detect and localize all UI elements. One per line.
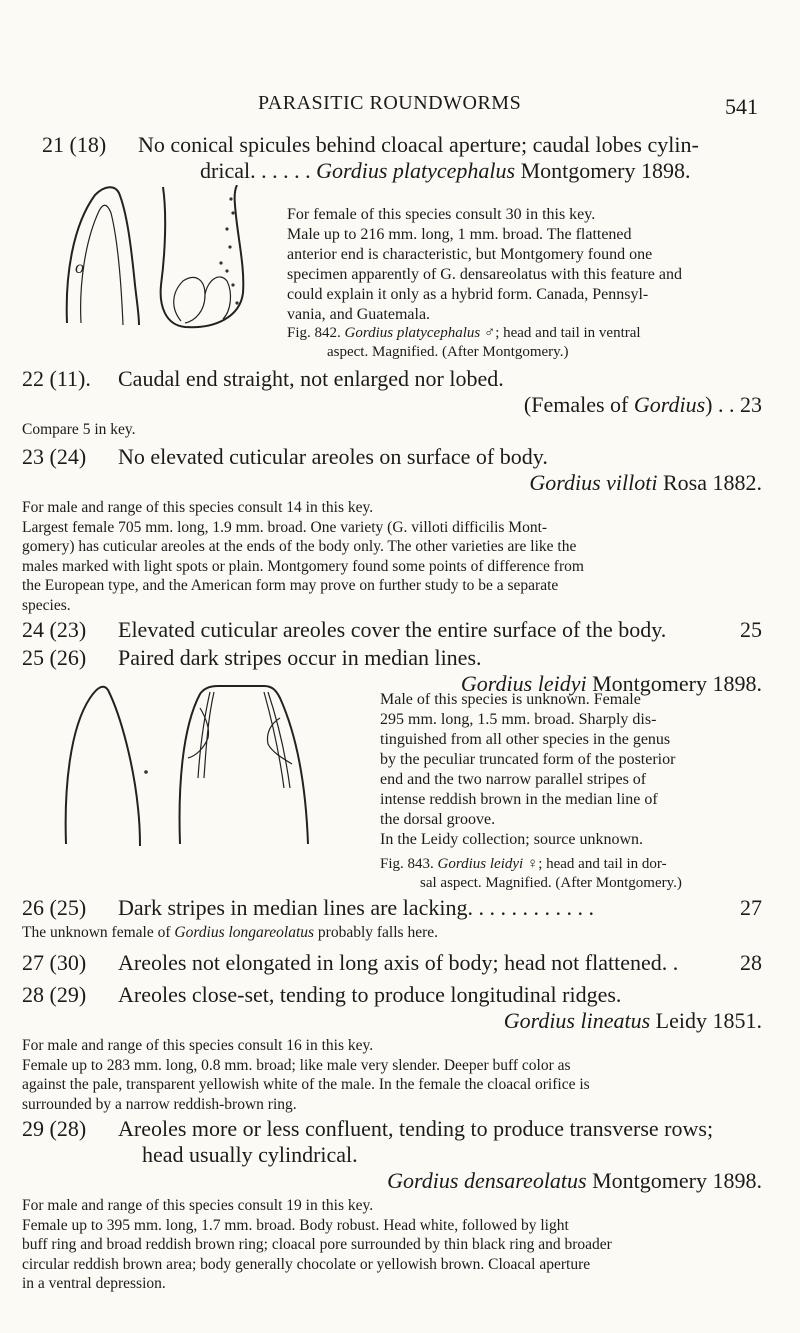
couplet-text-line2: head usually cylindrical.	[142, 1142, 358, 1167]
key-couplet-29	[22, 1116, 762, 1194]
note-line: circular reddish brown area; body generally chocolate or yellowish brown. Cloacal aperture	[22, 1255, 591, 1273]
couplet-number: 26 (25)	[22, 895, 87, 920]
couplet-text: Areoles not elongated in long axis of body; head not flattened. .	[118, 950, 679, 975]
couplet-text: Elevated cuticular areoles cover the entire surface of the body.	[118, 617, 667, 642]
couplet-number: 25 (26)	[22, 645, 87, 670]
key-couplet-27	[22, 950, 762, 976]
female-symbol: ♀	[526, 856, 539, 872]
couplet-text-line2	[42, 158, 762, 184]
key-couplet-24	[22, 617, 762, 643]
genus-name: Gordius	[633, 392, 706, 417]
species-name: Gordius longareolatus	[174, 924, 315, 941]
couplet-text: Dark stripes in median lines are lacking. . . . . . . . . . . .	[118, 895, 594, 920]
authority: Montgomery 1898.	[586, 1168, 762, 1193]
lead-number: 27	[740, 895, 762, 920]
caption-label: Fig. 842.	[287, 325, 341, 341]
couplet-23-note	[22, 498, 762, 615]
figure-842-illustration	[55, 185, 265, 330]
couplet-29-note	[22, 1196, 762, 1294]
text-line: Male up to 216 mm. long, 1 mm. broad. The flattened	[287, 226, 632, 243]
lead-text: (Females of	[523, 392, 634, 417]
figure-letter: o	[75, 257, 84, 277]
tail-inner	[188, 708, 292, 764]
authority: Rosa 1882.	[657, 470, 762, 495]
lead-number: 25	[740, 617, 762, 642]
note-text: probably falls here.	[314, 924, 438, 941]
note-line: against the pale, transparent yellowish white of the male. In the female the cloacal orifice is	[22, 1076, 590, 1093]
text-line: In the Leidy collection; source unknown.	[380, 831, 644, 848]
caption-text-line2: sal aspect. Magnified. (After Montgomery.)	[420, 875, 682, 891]
couplet-number: 21 (18)	[42, 132, 107, 157]
text-line: 295 mm. long, 1.5 mm. broad. Sharply dis-	[380, 711, 657, 728]
species-name: Gordius densareolatus	[387, 1168, 587, 1193]
note-line: males marked with light spots or plain. Montgomery found some points of difference from	[22, 557, 584, 575]
lead-number: 28	[740, 950, 762, 975]
note-line: Largest female 705 mm. long, 1.9 mm. broad. One variety (G. villoti difficilis Mont-	[22, 518, 548, 536]
couplet-number: 28 (29)	[22, 982, 87, 1007]
note-text: The unknown female of	[22, 924, 175, 941]
figure-843-text	[380, 690, 762, 850]
key-couplet-21	[42, 132, 762, 184]
key-couplet-23	[22, 444, 762, 496]
male-symbol: ♂	[483, 325, 496, 341]
text-line: intense reddish brown in the median line of	[380, 791, 658, 808]
species-line	[22, 470, 762, 496]
authority: Leidy 1851.	[650, 1008, 762, 1033]
key-couplet-22	[22, 366, 762, 418]
couplet-number: 23 (24)	[22, 444, 87, 469]
note-line: species.	[22, 596, 71, 614]
leader-dots: drical. . . . . .	[200, 158, 317, 183]
note-line: buff ring and broad reddish brown ring; cloacal pore surrounded by thin black ring and broader	[22, 1236, 612, 1253]
couplet-text: No conical spicules behind cloacal aperture; caudal lobes cylin-	[138, 132, 699, 157]
lead-number: ) . . 23	[705, 392, 762, 417]
species-name: Gordius lineatus	[503, 1008, 651, 1033]
couplet-number: 22 (11).	[22, 366, 91, 391]
note-line: surrounded by a narrow reddish-brown ring.	[22, 1095, 297, 1113]
caption-label: Fig. 843.	[380, 856, 434, 872]
note-line: the European type, and the American form may prove on further study to be a separate	[22, 577, 559, 594]
text-line: vania, and Guatemala.	[287, 306, 431, 323]
key-couplet-26	[22, 895, 762, 921]
note-line: in a ventral depression.	[22, 1275, 166, 1292]
text-line: could explain it only as a hybrid form. Canada, Pennsyl-	[287, 286, 649, 303]
note-line: For male and range of this species consult 14 in this key.	[22, 499, 374, 516]
couplet-26-note	[22, 923, 762, 943]
couplet-number: 27 (30)	[22, 950, 87, 975]
caption-text: ; head and tail in ventral	[495, 325, 641, 341]
couplet-number: 29 (28)	[22, 1116, 87, 1141]
tail-lobes	[174, 277, 231, 323]
figure-843-illustration	[60, 678, 360, 846]
text-line: For female of this species consult 30 in this key.	[287, 206, 596, 223]
caption-species: Gordius leidyi	[437, 856, 524, 872]
couplet-number: 24 (23)	[22, 617, 87, 642]
species-line	[22, 1168, 762, 1194]
tail-stripes	[198, 692, 290, 788]
species-name: Gordius villoti	[529, 470, 658, 495]
couplet-28-note	[22, 1036, 762, 1114]
text-line: anterior end is characteristic, but Montgomery found one	[287, 246, 653, 263]
couplet-text: Areoles more or less confluent, tending to produce transverse rows;	[118, 1116, 714, 1141]
text-line: tinguished from all other species in the genus	[380, 731, 671, 748]
couplet-text: Areoles close-set, tending to produce longitudinal ridges.	[118, 982, 622, 1007]
note-line: Female up to 395 mm. long, 1.7 mm. broad. Body robust. Head white, followed by light	[22, 1216, 569, 1234]
couplet-text: No elevated cuticular areoles on surface of body.	[118, 444, 548, 469]
caption-species: Gordius platycephalus	[344, 325, 481, 341]
couplet-text: Paired dark stripes occur in median lines.	[118, 645, 482, 670]
text-line: the dorsal groove.	[380, 811, 496, 828]
species-line	[22, 1008, 762, 1034]
figure-843-caption	[380, 855, 762, 893]
text-line: end and the two narrow parallel stripes of	[380, 771, 647, 788]
couplet-22-note: Compare 5 in key.	[22, 421, 136, 438]
figure-842-text	[287, 205, 762, 325]
text-line: by the peculiar truncated form of the posterior	[380, 751, 676, 768]
couplet-text: Caudal end straight, not enlarged nor lobed.	[118, 366, 504, 391]
figure-842-caption	[287, 324, 762, 362]
page-header	[0, 92, 800, 122]
head-outline	[66, 687, 140, 846]
species-name: Gordius leidyi	[460, 671, 587, 696]
running-head: PARASITIC ROUNDWORMS	[258, 92, 522, 114]
caption-text-line2: aspect. Magnified. (After Montgomery.)	[327, 344, 569, 360]
couplet-lead	[22, 392, 762, 418]
species-name: Gordius platycephalus	[316, 158, 516, 183]
text-line: specimen apparently of G. densareolatus with this feature and	[287, 266, 682, 283]
caption-text: ; head and tail in dor-	[538, 856, 667, 872]
note-line: For male and range of this species consult 19 in this key.	[22, 1197, 374, 1214]
authority: Montgomery 1898.	[515, 158, 691, 183]
tail-outline	[161, 185, 244, 327]
note-line: Female up to 283 mm. long, 0.8 mm. broad; like male very slender. Deeper buff color as	[22, 1056, 571, 1074]
text-line: Male of this species is unknown. Female	[380, 691, 641, 708]
page-number: 541	[725, 94, 758, 119]
authority: Montgomery 1898.	[586, 671, 762, 696]
note-line: For male and range of this species consult 16 in this key.	[22, 1037, 374, 1054]
head-inner-outline	[81, 205, 123, 325]
key-couplet-28	[22, 982, 762, 1034]
note-line: gomery) has cuticular areoles at the ends of the body only. The other varieties are like the	[22, 538, 577, 555]
